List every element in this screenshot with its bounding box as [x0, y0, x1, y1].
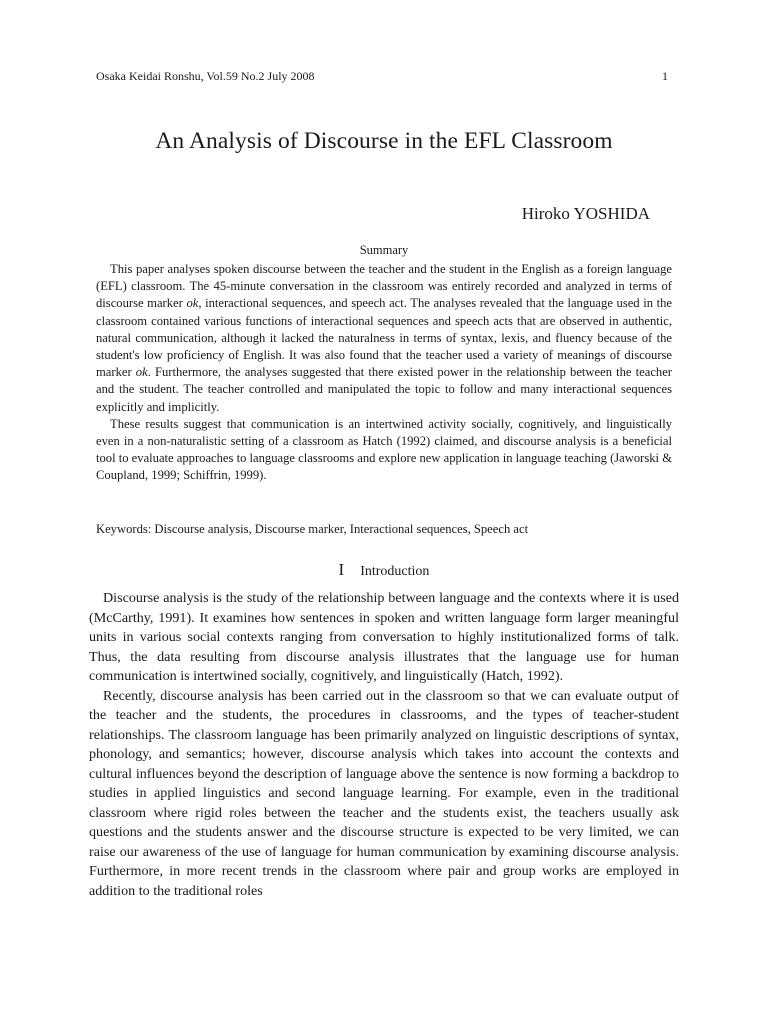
running-header	[96, 69, 668, 84]
section-title: Introduction	[360, 564, 430, 579]
paper-title: An Analysis of Discourse in the EFL Classroom	[155, 128, 613, 154]
keywords: Keywords: Discourse analysis, Discourse marker, Interactional sequences, Speech act	[96, 522, 529, 536]
body-text	[89, 589, 679, 901]
body-paragraph-1: Discourse analysis is the study of the relationship between language and the contexts where it is used (McCarthy, 1991). It examines how sentences in spoken and written language form larger meaningful units in various social contexts ranging from conversation to highly institutionalized forms of talk. Thus, the data resulting from discourse analysis illustrates that the language use for human communication is intertwined socially, cognitively, and linguistically (Hatch, 1992).	[89, 590, 679, 684]
summary-heading: Summary	[359, 243, 409, 257]
author-name: Hiroko YOSHIDA	[521, 204, 650, 223]
summary-abstract	[96, 261, 672, 485]
summary-paragraph-2: These results suggest that communication is an intertwined activity socially, cognitively, and linguistically even in a non-naturalistic setting of a classroom as Hatch (1992) claimed, and discourse analysis is a beneficial tool to evaluate approaches to language classrooms and explore new application in language teaching (Jaworski & Coupland, 1999; Schiffrin, 1999).	[96, 416, 672, 483]
section-number: I	[338, 560, 345, 579]
body-paragraph-2: Recently, discourse analysis has been carried out in the classroom so that we can evaluate output of the teacher and the students, the procedures in classrooms, and the types of teacher-student relationships. The classroom language has been primarily analyzed on linguistic descriptions of syntax, phonology, and semantics; however, discourse analysis which takes into account the contexts and cultural influences beyond the description of language above the sentence is now forming a backdrop to studies in applied linguistics and second language learning. For example, even in the traditional classroom where rigid roles between the teacher and the students exist, the teachers usually ask questions and the students answer and the discourse structure is expected to be very limited, we can raise our awareness of the use of language for human communication by examining discourse analysis. Furthermore, in more recent trends in the classroom where pair and group works are employed in addition to the traditional roles	[89, 687, 679, 899]
summary-paragraph-1: This paper analyses spoken discourse between the teacher and the student in the English as a foreign language (EFL) classroom. The 45-minute conversation in the classroom was entirely recorded and analyzed in terms of discourse marker ok, interactional sequences, and speech act. The analyses revealed that the language used in the classroom contained various functions of interactional sequences and speech acts that are observed in authentic, natural communication, although it lacked the naturalness in terms of syntax, lexis, and fluency because of the student's low proficiency of English. It was also found that the teacher used a variety of meanings of discourse marker ok. Furthermore, the analyses suggested that there existed power in the relationship between the teacher and the student. The teacher controlled and manipulated the topic to follow and many interactional sequences explicitly and implicitly.	[96, 262, 672, 414]
page-number: 1	[662, 69, 668, 83]
journal-citation: Osaka Keidai Ronshu, Vol.59 No.2 July 2008	[96, 69, 315, 83]
section-heading	[0, 560, 768, 580]
